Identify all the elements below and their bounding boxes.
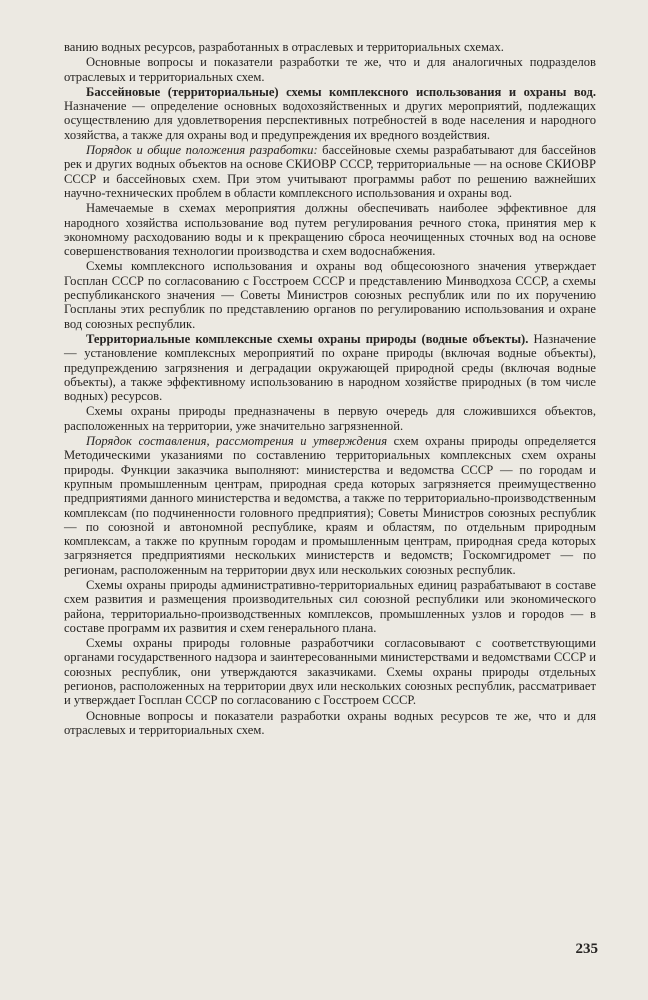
paragraph-text: Схемы охраны природы предназначены в первую очередь для сложившихся объектов, расположенных на территории, уже значительно загрязненной. <box>64 404 596 433</box>
paragraph-text: Схемы охраны природы административно-территориальных единиц разрабатывают в составе схем развития и размещения производительных сил союзной республики или экономического района, территориально-производственных комплексов, промышленных узлов и городов — в составе программ их развития и схем генерального плана. <box>64 577 596 635</box>
section-basin-schemes <box>64 85 596 142</box>
paragraph-coordination <box>64 636 596 707</box>
paragraph-admin-units <box>64 578 596 635</box>
body-text <box>64 40 596 737</box>
paragraph-text: Назначение — определение основных водохозяйственных и других мероприятий, подлежащих осуществлению для удовлетворения перспективных потребностей в воде населения и народного хозяйства, а также для охраны вод и предупреждения их вредного воздействия. <box>64 99 596 142</box>
paragraph-text: Схемы охраны природы головные разработчики согласовывают с соответствующими органами государственного надзора и заинтересованными министерствами и ведомствами СССР и союзных республик, они утверждаются заказчиками. Схемы охраны природы отдельных регионов, расположенных на территории двух или нескольких союзных республик, рассматривает и утверждает Госплан СССР по согласованию с Госстроем СССР. <box>64 636 596 708</box>
section-nature-protection <box>64 332 596 403</box>
paragraph-continuation <box>64 40 596 54</box>
page-number: 235 <box>575 941 598 957</box>
paragraph-main-questions <box>64 55 596 84</box>
paragraph-text: Основные вопросы и показатели разработки те же, что и для аналогичных подразделов отраслевых и территориальных схем. <box>64 55 596 84</box>
section-heading: Бассейновые (территориальные) схемы комплексного использования и охраны вод. <box>86 84 596 99</box>
paragraph-text: бассейновые схемы разрабатывают для бассейнов рек и других водных объектов на основе СКИОВР СССР, территориальные — на основе СКИОВР СССР и бассейновых схем. При этом учитывают программы работ по решению важнейших научно-технических проблем в области комплексного использования и охраны вод. <box>64 143 596 200</box>
section-heading: Территориальные комплексные схемы охраны природы (водные объекты). <box>86 331 529 346</box>
paragraph-text: ванию водных ресурсов, разработанных в отраслевых и территориальных схемах. <box>64 40 504 54</box>
paragraph-closing <box>64 709 596 738</box>
paragraph-text: Схемы комплексного использования и охраны вод общесоюзного значения утверждает Госплан СССР по согласованию с Госстроем СССР и представлению Минводхоза СССР, а схемы республиканского значения — Советы Министров союзных республик или по их поручению Госпланы этих республик по представлению органов по регулированию использования и охране вод союзных республик. <box>64 259 596 331</box>
paragraph-compilation-order <box>64 434 596 577</box>
paragraph-text: схем охраны природы определяется Методическими указаниями по составлению территориальных комплексных схем охраны природы. Функции заказчика выполняют: министерства и ведомства СССР — по городам и крупным промышленным центрам, природная среда которых загрязняется преимущественно предприятиями данного министерства и ведомства, а также по территориально-производственным комплексам (по подчиненности головного предприятия); Советы Министров союзных республик — по союзной и автономной республике, краям и областям, по отдельным природным комплексам, а также по крупным городам и промышленным центрам, природная среда которых загрязняется предприятиями нескольких министерств и ведомств; Госкомгидромет — по регионам, расположенным на территории двух или нескольких союзных республик. <box>64 434 596 577</box>
italic-lead: Порядок составления, рассмотрения и утверждения <box>86 434 388 449</box>
paragraph-text: Намечаемые в схемах мероприятия должны обеспечивать наиболее эффективное для народного хозяйства использование вод путем регулирования речного стока, принятия мер к экономному расходованию воды и к прекращению сброса неочищенных сточных вод на основе совершенствования технологии производства и схем водоснабжения. <box>64 201 596 259</box>
paragraph-measures <box>64 201 596 258</box>
paragraph-approval <box>64 259 596 330</box>
paragraph-development-order <box>64 143 596 200</box>
paragraph-purpose <box>64 404 596 433</box>
paragraph-text: Назначение — установление комплексных мероприятий по охране природы (включая водные объекты), предупреждению загрязнения и деградации окружающей природной среды (включая водные объекты), а также эффективному использованию в народном хозяйстве природных (в том числе водных) ресурсов. <box>64 331 597 404</box>
paragraph-text: Основные вопросы и показатели разработки охраны водных ресурсов те же, что и для отраслевых и территориальных схем. <box>64 708 596 737</box>
italic-lead: Порядок и общие положения разработки: <box>86 143 318 158</box>
